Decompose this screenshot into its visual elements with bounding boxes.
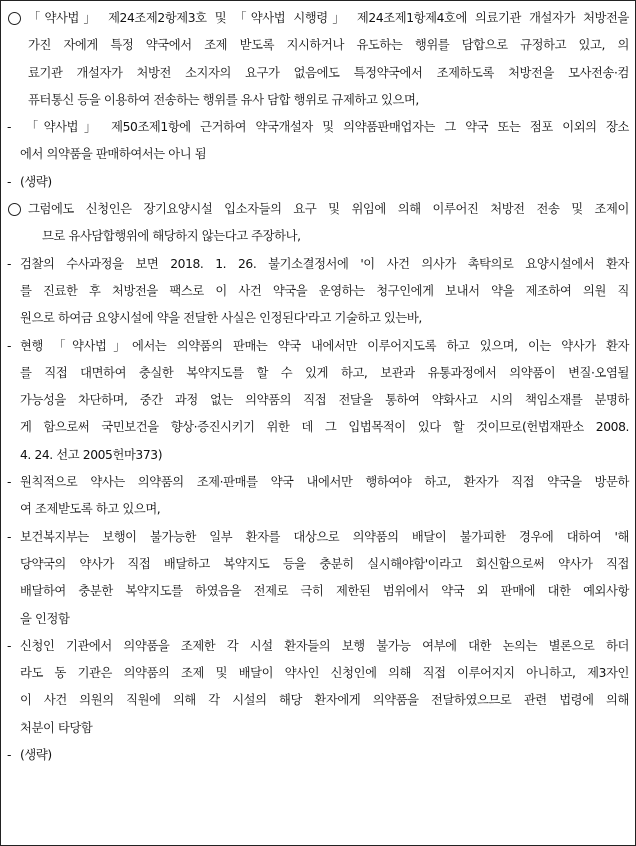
paragraph-line: 가진 자에게 특정 약국에서 조제 받도록 지시하거나 유도하는 행위를 담합으로 규정하고 있고, 의 (28, 38, 629, 53)
paragraph-line: 게 함으로써 국민보건을 향상·증진시키기 위한 데 그 입법목적이 있다 할 것이므로(헌법재판소 2008. (20, 420, 629, 435)
paragraph-line: 를 진료한 후 처방전을 팩스로 이 사건 약국을 운영하는 청구인에게 보내서 약을 제조하여 의원 직 (20, 283, 629, 298)
paragraph-line: 그럼에도 신청인은 장기요양시설 입소자들의 요구 및 위임에 의해 이루어진 처방전 전송 및 조제이 (28, 202, 629, 217)
paragraph-line: 당약국의 약사가 직접 배달하고 복약지도 등을 충분히 실시해야함'이라고 회신함으로써 약사가 직접 (20, 556, 629, 571)
paragraph-line: 현행 「약사법」에서는 의약품의 판매는 약국 내에서만 이루어지도록 하고 있으며, 이는 약사가 환자 (20, 338, 629, 353)
paragraph-line: 므로 유사담합행위에 해당하지 않는다고 주장하나, (42, 229, 301, 244)
paragraph-line: 「약사법」 제50조제1항에 근거하여 약국개설자 및 의약품판매업자는 그 약국 또는 점포 이외의 장소 (20, 120, 629, 135)
paragraph-6 (7, 333, 629, 469)
paragraph-line: 를 직접 대면하여 충실한 복약지도를 할 수 있게 하고, 보관과 유통과정에서 의약품이 변질·오염될 (20, 365, 629, 380)
dash-bullet: - (7, 120, 12, 135)
paragraph-line: 신청인 기관에서 의약품을 조제한 각 시설 환자들의 보행 불가능 여부에 대한 논의는 별론으로 하더 (20, 638, 629, 653)
paragraph-9 (7, 633, 629, 742)
paragraph-line: 보건복지부는 보행이 불가능한 일부 환자를 대상으로 의약품의 배달이 불가피한 경우에 대하여 '해 (20, 529, 629, 544)
paragraph-line: 이 사건 의원의 직원에 의해 각 시설의 해당 환자에게 의약품을 전달하였으므로 관련 법령에 의해 (20, 693, 629, 708)
paragraph-8 (7, 524, 629, 633)
paragraph-4 (7, 196, 629, 251)
dash-bullet: - (7, 338, 12, 353)
paragraph-line: 에서 의약품을 판매하여서는 아니 됨 (20, 147, 207, 162)
paragraph-line: 배달하여 충분한 복약지도를 하였음을 전제로 극히 제한된 범위에서 약국 외 판매에 대한 예외사항 (20, 584, 629, 599)
paragraph-1 (7, 5, 629, 114)
dash-bullet: - (7, 174, 12, 189)
paragraph-7 (7, 469, 629, 524)
dash-bullet: - (7, 529, 12, 544)
paragraph-5 (7, 251, 629, 333)
dash-bullet: - (7, 475, 12, 490)
paragraph-line: (생략) (20, 748, 52, 763)
paragraph-line: 라도 동 기관은 의약품의 조제 및 배달이 약사인 신청인에 의해 직접 이루어지지 아니하고, 제3자인 (20, 666, 629, 681)
dash-bullet: - (7, 748, 12, 763)
paragraph-line: 여 조제받도록 하고 있으며, (20, 502, 161, 517)
circle-bullet (8, 12, 21, 25)
paragraph-line: 처분이 타당함 (20, 720, 93, 735)
paragraph-line: 4. 24. 선고 2005헌마373) (20, 447, 163, 462)
paragraph-line: 을 인정함 (20, 611, 70, 626)
circle-bullet (8, 203, 21, 216)
paragraph-2 (7, 114, 629, 169)
paragraph-line: 퓨터통신 등을 이용하여 전송하는 행위를 유사 담합 행위로 규제하고 있으며, (28, 92, 419, 107)
paragraph-line: 검찰의 수사과정을 보면 2018. 1. 26. 불기소결정서에 '이 사건 의사가 촉탁의로 요양시설에서 환자 (20, 256, 629, 271)
dash-bullet: - (7, 256, 12, 271)
dash-bullet: - (7, 638, 12, 653)
paragraph-line: 료기관 개설자가 처방전 소지자의 요구가 없음에도 특정약국에서 조제하도록 처방전을 모사전송·컴 (28, 65, 629, 80)
paragraph-line: 가능성을 차단하며, 중간 과정 없는 의약품의 직접 전달을 통하여 약화사고 시의 책임소재를 분명하 (20, 393, 629, 408)
paragraph-line: 원으로 하여금 요양시설에 약을 전달한 사실은 인정된다'라고 기술하고 있는바, (20, 311, 422, 326)
paragraph-line: 「약사법」 제24조제2항제3호 및 「약사법 시행령」 제24조제1항제4호에 의료기관 개설자가 처방전을 (28, 11, 629, 25)
paragraph-line: (생략) (20, 174, 52, 189)
paragraph-line: 원칙적으로 약사는 의약품의 조제·판매를 약국 내에서만 행하여야 하고, 환자가 직접 약국을 방문하 (20, 475, 629, 490)
paragraph-3 (7, 169, 629, 196)
paragraph-10 (7, 742, 629, 769)
